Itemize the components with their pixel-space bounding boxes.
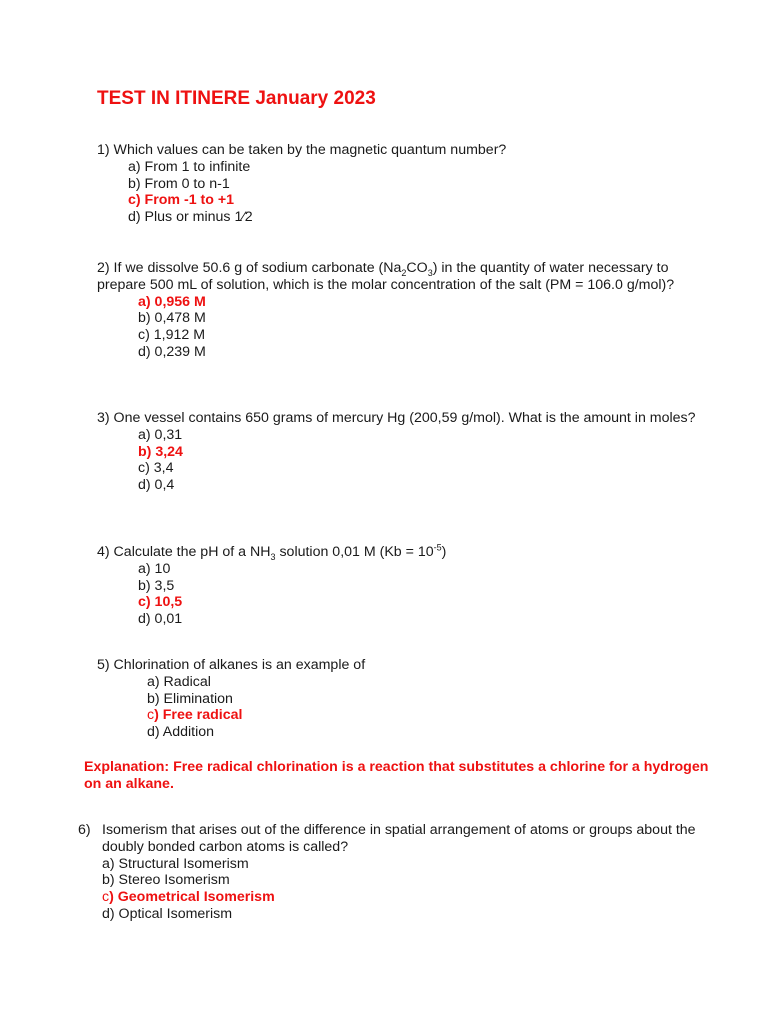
question-1-option-c-correct: c) From -1 to +1 [128,192,235,209]
question-4-superscript-1: -5 [433,542,442,553]
question-6-number: 6) [78,822,91,838]
question-6-option-b: b) Stereo Isomerism [102,872,230,889]
question-4-stem-pre: 4) Calculate the pH of a NH [97,544,271,560]
question-5-option-c-prefix: c [147,707,155,724]
question-2-stem-mid: CO [406,260,428,276]
question-4-option-c-correct: c) 10,5 [138,594,183,611]
question-5-option-d: d) Addition [147,724,215,741]
question-3-option-b-correct: b) 3,24 [138,443,183,460]
question-2-option-b: b) 0,478 M [138,310,206,327]
question-2-option-d: d) 0,239 M [138,343,206,360]
question-5-stem: 5) Chlorination of alkanes is an example of [97,657,366,673]
question-6-option-c-prefix: c [102,889,110,906]
question-2 [97,260,707,361]
question-6-option-d: d) Optical Isomerism [102,905,233,922]
question-5-option-a: a) Radical [147,673,211,690]
question-4-stem-mid: solution 0,01 M (Kb = 10 [275,544,434,560]
question-3-option-a: a) 0,31 [138,426,183,443]
question-4-stem-post: ) [441,544,447,560]
question-6 [0,822,768,923]
question-4-option-a: a) 10 [138,560,171,577]
question-1-option-d: d) Plus or minus 1⁄2 [128,209,253,226]
explanation-text: Explanation: Free radical chlorination is a reaction that substitutes a chlorine for a hydrogen on an alkane. [84,759,709,792]
question-2-stem [97,260,707,294]
question-3 [97,410,707,494]
question-2-subscript-1: 2 [401,267,407,278]
question-3-option-d: d) 0,4 [138,477,175,494]
question-2-stem-post: ) in the quantity of water necessary to prepare 500 mL of solution, which is the molar concentration of the salt (PM = 106.0 g/mol)? [97,260,675,293]
question-5-option-c-text: ) Free radical [154,707,243,724]
question-2-stem-pre: 2) If we dissolve 50.6 g of sodium carbonate (Na [97,260,402,276]
question-6-option-c-text: ) Geometrical Isomerism [109,889,275,906]
question-1-option-b: b) From 0 to n-1 [128,175,230,192]
question-4-subscript-1: 3 [270,551,276,562]
question-4-option-b: b) 3,5 [138,577,175,594]
question-3-stem: 3) One vessel contains 650 grams of mercury Hg (200,59 g/mol). What is the amount in moles? [97,410,696,426]
question-4-option-d: d) 0,01 [138,611,183,628]
question-3-option-c: c) 3,4 [138,460,174,477]
question-6-option-c-correct [102,889,702,906]
question-2-option-a-correct: a) 0,956 M [138,293,206,310]
question-1 [97,142,506,226]
question-6-option-a: a) Structural Isomerism [102,855,249,872]
question-5-option-b: b) Elimination [147,690,233,707]
question-5-option-c-correct [147,707,365,724]
question-6-stem: Isomerism that arises out of the difference in spatial arrangement of atoms or groups about the doubly bonded carbon atoms is called? [102,822,696,855]
question-2-option-c: c) 1,912 M [138,327,206,344]
page-title: TEST IN ITINERE January 2023 [97,88,376,109]
question-4-stem [97,544,446,561]
question-1-option-a: a) From 1 to infinite [128,158,251,175]
question-5 [97,657,365,741]
question-1-stem: 1) Which values can be taken by the magnetic quantum number? [97,142,507,158]
question-2-subscript-2: 3 [427,267,433,278]
question-4 [97,544,446,628]
